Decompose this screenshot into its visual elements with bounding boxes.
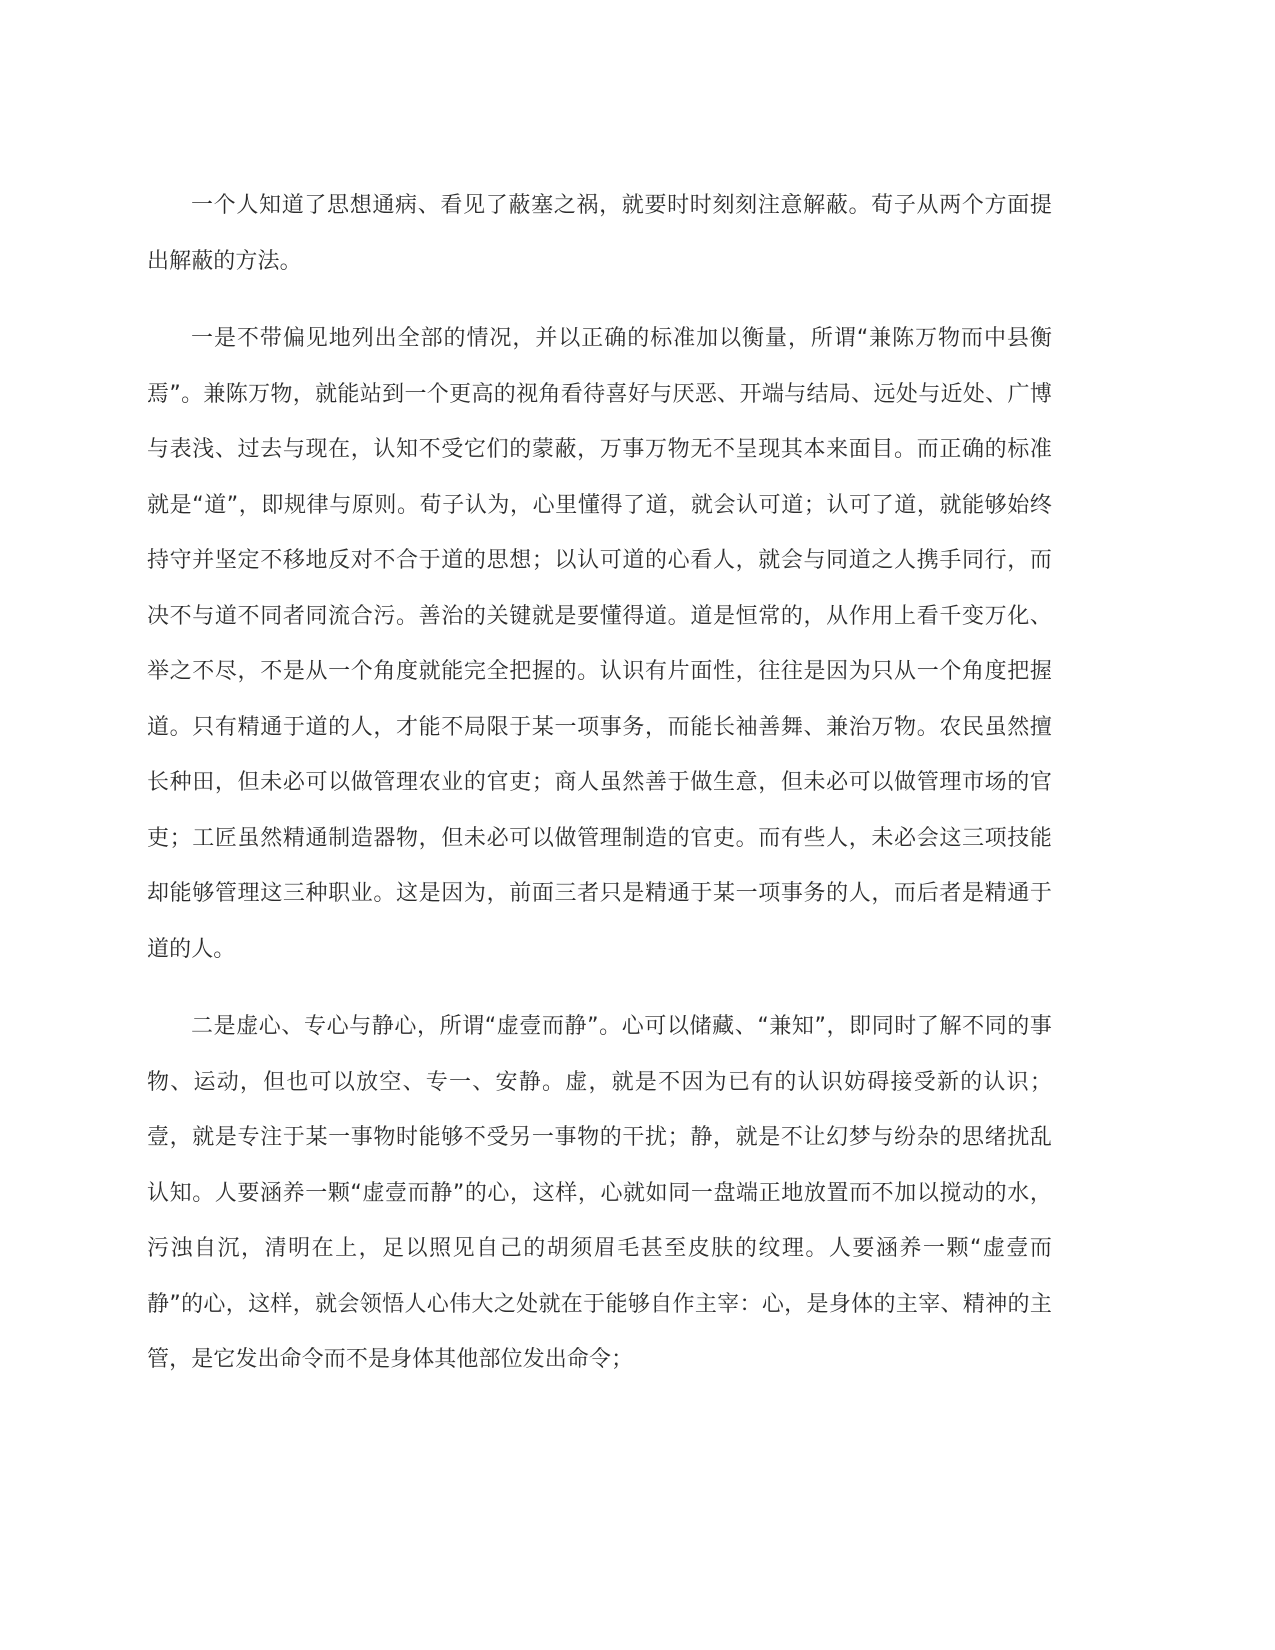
paragraph-1: 一个人知道了思想通病、看见了蔽塞之祸，就要时时刻刻注意解蔽。荀子从两个方面提出解蔽的方法。: [147, 193, 1052, 274]
document-body: [147, 178, 1052, 1388]
paragraph-2: 一是不带偏见地列出全部的情况，并以正确的标准加以衡量，所谓“兼陈万物而中县衡焉”。兼陈万物，就能站到一个更高的视角看待喜好与厌恶、开端与结局、远处与近处、广博与表浅、过去与现在，认知不受它们的蒙蔽，万事万物无不呈现其本来面目。而正确的标准就是“道”，即规律与原则。荀子认为，心里懂得了道，就会认可道；认可了道，就能够始终持守并坚定不移地反对不合于道的思想；以认可道的心看人，就会与同道之人携手同行，而决不与道不同者同流合污。善治的关键就是要懂得道。道是恒常的，从作用上看千变万化、举之不尽，不是从一个角度就能完全把握的。认识有片面性，往往是因为只从一个角度把握道。只有精通于道的人，才能不局限于某一项事务，而能长袖善舞、兼治万物。农民虽然擅长种田，但未必可以做管理农业的官吏；商人虽然善于做生意，但未必可以做管理市场的官吏；工匠虽然精通制造器物，但未必可以做管理制造的官吏。而有些人，未必会这三项技能却能够管理这三种职业。这是因为，前面三者只是精通于某一项事务的人，而后者是精通于道的人。: [147, 326, 1052, 962]
paragraph-3: 二是虚心、专心与静心，所谓“虚壹而静”。心可以储藏、“兼知”，即同时了解不同的事物、运动，但也可以放空、专一、安静。虚，就是不因为已有的认识妨碍接受新的认识；壹，就是专注于某一事物时能够不受另一事物的干扰；静，就是不让幻梦与纷杂的思绪扰乱认知。人要涵养一颗“虚壹而静”的心，这样，心就如同一盘端正地放置而不加以搅动的水，污浊自沉，清明在上，足以照见自己的胡须眉毛甚至皮肤的纹理。人要涵养一颗“虚壹而静”的心，这样，就会领悟人心伟大之处就在于能够自作主宰：心，是身体的主宰、精神的主管，是它发出命令而不是身体其他部位发出命令；: [147, 1014, 1052, 1372]
